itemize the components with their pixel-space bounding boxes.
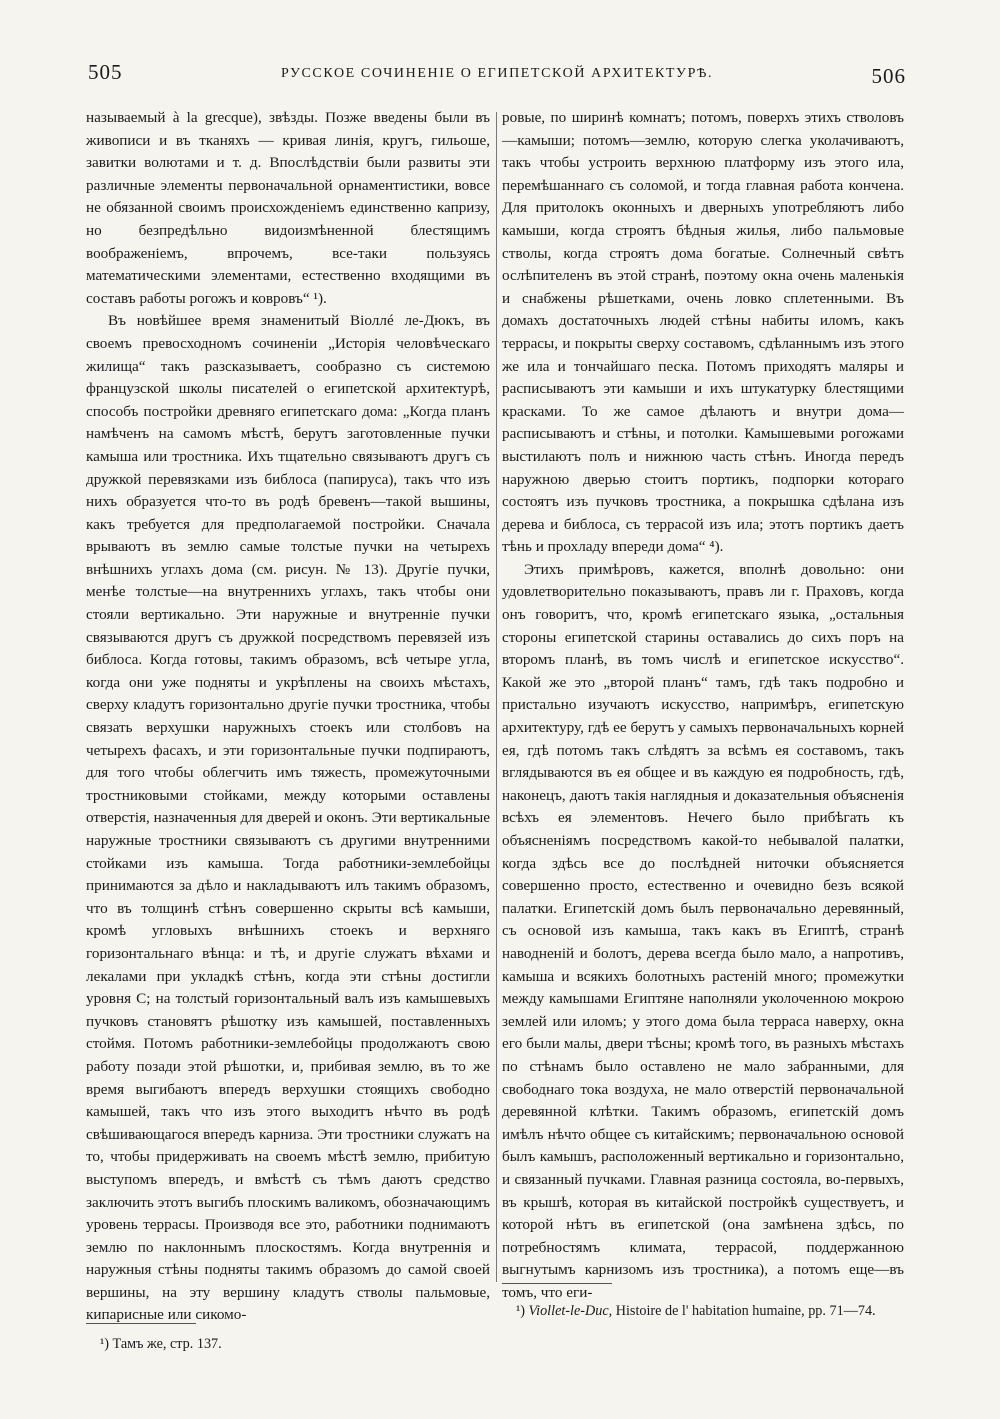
page-number-right: 506 — [871, 64, 906, 88]
paragraph: ровые, по ширинѣ комнатъ; потомъ, поверхъ этихъ стволовъ—камыши; потомъ—землю, которую слегка уколачиваютъ, такъ чтобы устроить верхнюю платформу изъ этого ила, перемѣшаннаго съ соломой, и тогда главная работа кончена. Для притолокъ оконныхъ и дверныхъ употребляютъ либо камыши, когда строятъ бѣдныя жилья, либо пальмовые стволы, когда строятъ дома богатые. Солнечный свѣтъ ослѣпителенъ въ этой странѣ, поэтому окна очень маленькія и снабжены рѣшетками, очень ловко сплетенными. Въ домахъ достаточныхъ людей стѣны набиты иломъ, какъ террасы, и покрыты сверху составомъ, сдѣланнымъ изъ этого же ила и тончайшаго песка. Потомъ приходятъ маляры и расписываютъ эти камыши и ихъ штукатурку блестящими красками. То же самое дѣлаютъ и внутри дома—расписываютъ и стѣны, и потолки. Камышевыми рогожами выстилаютъ полъ и нижнюю часть стѣнъ. Иногда передъ наружною дверью стоитъ портикъ, подпорки котораго состоятъ изъ пучковъ тростника, а покрышка сдѣлана изъ дерева и библоса, съ террасой изъ ила; этотъ портикъ даетъ тѣнь и прохладу впереди дома“ ⁴). — [502, 109, 904, 556]
column-divider — [496, 112, 497, 1282]
footnote-rule-left — [86, 1323, 196, 1324]
footnote-left — [100, 1333, 460, 1355]
footnote-rule-right — [502, 1283, 612, 1284]
footnote-mark: ¹) — [516, 1303, 525, 1319]
paragraph: Въ новѣйшее время знаменитый Віоллé ле-Дюкъ, въ своемъ превосходномъ сочиненіи „Исторія человѣческаго жилища“ такъ разсказываетъ, сообразно съ системою французской школы писателей о египетской архитектурѣ, способъ постройки древняго египетскаго дома: „Когда планъ намѣченъ на самомъ мѣстѣ, берутъ заготовленные пучки камыша или тростника. Ихъ тщательно связываютъ другъ съ дружкой перевязками изъ библоса (папируса), такъ что изъ нихъ образуется что-то въ родѣ бревенъ—такой вышины, какъ требуется для предполагаемой постройки. Сначала врываютъ въ землю самые толстые пучки на четырехъ внѣшнихъ углахъ дома (см. рисун. № 13). Другіе пучки, менѣе толстые—на внутреннихъ углахъ, такъ чтобы они стояли вертикально. Эти наружные и внутренніе пучки связываются другъ съ дружкой посредствомъ перевязей изъ библоса. Когда готовы, такимъ образомъ, всѣ четыре угла, когда они уже подняты и укрѣплены на своихъ мѣстахъ, сверху кладутъ горизонтально другіе пучки тростника, чтобы связать верхушки наружныхъ стоекъ или столбовъ на четырехъ фасахъ, и эти горизонтальные пучки подпираютъ, для того чтобы облегчить имъ тяжесть, промежуточными тростниковыми стойками, между которыми оставлены отверстія, назначенныя для дверей и оконъ. Эти вертикальные наружные тростники связываютъ съ другими внутренними стойками изъ камыша. Тогда работники-землебойцы принимаются за дѣло и накладываютъ илъ такимъ образомъ, что въ толщинѣ стѣнъ совершенно скрыты всѣ камыши, кромѣ угловыхъ внѣшнихъ стоекъ и верхняго горизонтальнаго вѣнца: и тѣ, и другіе служатъ вѣхами и лекалами при укладкѣ стѣнъ, когда эти стѣны достигли уровня С; на толстый горизонтальный валъ изъ камышевыхъ пучковъ становятъ рѣшотку изъ камышей, поставленныхъ стоймя. Потомъ работники-землебойцы продолжаютъ свою работу позади этой рѣшотки, и, прибивая землю, въ то же время выгибаютъ впередъ верхушки стоящихъ свободно камышей, такъ что изъ этого выходитъ нѣчто въ родѣ свѣшивающагося впередъ карниза. Эти тростники служатъ на то, чтобы придерживать на своемъ мѣстѣ землю, прибитую выступомъ впередъ, и вмѣстѣ съ тѣмъ даютъ средство заключить этотъ выгибъ плоскимъ валикомъ, обозначающимъ уровень террасы. Производя все это, работники поднимаютъ землю по наклоннымъ плоскостямъ. Когда внутреннія и наружныя стѣны подняты такимъ образомъ до самой своей вершины, на эту вершину кладутъ стволы пальмовые, кипарисные или сикомо- — [86, 312, 490, 1324]
footnote-author: Viollet-le-Duc, — [528, 1303, 613, 1319]
page-number-left: 505 — [88, 60, 123, 84]
footnote-mark: ¹) — [100, 1336, 109, 1352]
right-column — [502, 107, 904, 1304]
paragraph: Этихъ примѣровъ, кажется, вполнѣ довольно: они удовлетворительно показываютъ, правъ ли г. Праховъ, когда онъ говоритъ, что, кромѣ египетскаго языка, „остальныя стороны египетской старины оставались до сихъ поръ на второмъ планѣ, въ томъ числѣ и египетское искусство“. Какой же это „второй планъ“ тамъ, гдѣ такъ подробно и пристально изучаютъ искусство, напримѣръ, египетскую архитектуру, гдѣ ее берутъ у самыхъ первоначальныхъ корней ея, гдѣ потомъ такъ слѣдятъ за всѣмъ ея составомъ, такъ вглядываются въ ея общее и въ каждую ея подробность, гдѣ, наконецъ, даютъ такія наглядныя и доказательныя объясненія всѣхъ ея элементовъ. Нечего было прибѣгать къ объясненіямъ посредствомъ какой-то небывалой палатки, когда здѣсь все до послѣдней ниточки объясняется совершенно просто, естественно и очевидно безъ всякой палатки. Египетскій домъ былъ первоначально деревянный, съ основой изъ камыша, такъ какъ въ Египтѣ, странѣ наводненій и болотъ, дерева всегда было мало, а напротивъ, камыша и всякихъ болотныхъ растеній много; промежутки между камышами Египтяне наполняли уколоченною мокрою землей или иломъ; у этого дома была терраса наверху, окна его были малы, двери тѣсны; кромѣ того, въ разныхъ мѣстахъ по стѣнамъ было оставлено не мало забранными, для свободнаго тока воздуха, не мало отверстій первоначальной деревянной клѣтки. Такимъ образомъ, египетскій домъ имѣлъ нѣчто общее съ китайскимъ; первоначальною основой былъ камышъ, расположенный вертикально и горизонтально, и связанный пучками. Главная разница состояла, во-первыхъ, въ крышѣ, которая въ китайской постройкѣ существуетъ, и которой нѣтъ въ египетской (она замѣнена здѣсь, по потребностямъ климата, террасой, поддержанною выгнутымъ карнизомъ изъ тростника), а потомъ еще—въ томъ, что еги- — [502, 560, 904, 1301]
footnote-text: Тамъ же, стр. 137. — [112, 1336, 222, 1352]
footnote-right — [502, 1300, 904, 1322]
left-column — [86, 107, 490, 1327]
page-header — [88, 60, 906, 94]
running-title: РУССКОЕ СОЧИНЕНІЕ О ЕГИПЕТСКОЙ АРХИТЕКТУРѢ. — [280, 66, 714, 81]
footnote-text: Histoire de l' habitation humaine, pp. 71—74. — [615, 1303, 876, 1319]
paragraph: называемый à la grecque), звѣзды. Позже введены были въ живописи и въ тканяхъ — кривая линія, кругъ, гильоше, завитки волютами и т. д. Впослѣдствіи были развиты эти различные элементы первоначальной орнаментистики, вовсе не обязанной своимъ происхожденіемъ единственно капризу, но безпредѣльно видоизмѣненной блестящимъ воображеніемъ, впрочемъ, все-таки пользуясь математическими элементами, естественно входящими въ составъ работы рогожъ и ковровъ“ ¹). — [86, 109, 490, 307]
